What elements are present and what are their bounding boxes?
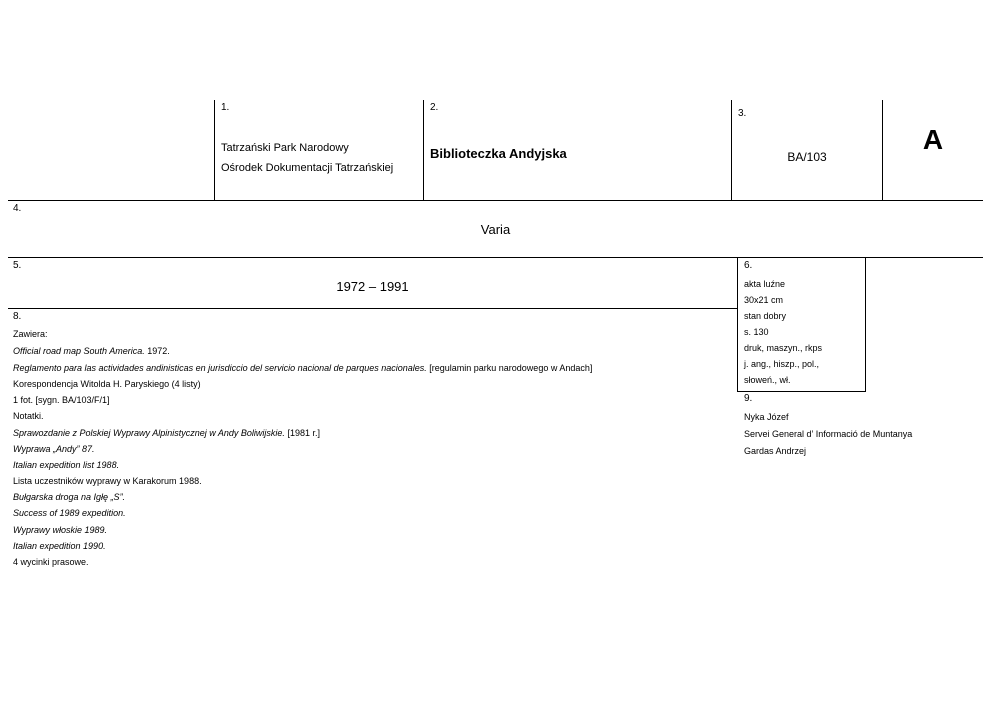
unit-title: Varia bbox=[480, 222, 511, 237]
divider bbox=[8, 200, 983, 201]
date-range: 1972 – 1991 bbox=[336, 279, 409, 294]
field-6-number: 6. bbox=[744, 260, 753, 271]
divider bbox=[8, 308, 737, 309]
divider bbox=[214, 100, 215, 200]
collection-title: Biblioteczka Andyjska bbox=[430, 146, 567, 161]
content-line: Bułgarska droga na Igłę „S”. bbox=[13, 492, 126, 502]
person-name: Nyka Józef bbox=[744, 412, 789, 422]
institution-department: Ośrodek Dokumentacji Tatrzańskiej bbox=[221, 162, 394, 174]
physical-description-line: s. 130 bbox=[744, 327, 769, 337]
content-line: Wyprawy włoskie 1989. bbox=[13, 525, 108, 535]
physical-description-line: słoweń., wł. bbox=[744, 375, 791, 385]
person-name: Servei General d’ Informació de Muntanya bbox=[744, 429, 913, 439]
field-4-number: 4. bbox=[13, 203, 22, 214]
content-line: Italian expedition 1990. bbox=[13, 541, 106, 551]
physical-description-line: druk, maszyn., rkps bbox=[744, 343, 823, 353]
content-line: Italian expedition list 1988. bbox=[13, 460, 120, 470]
content-line: Sprawozdanie z Polskiej Wyprawy Alpinistycznej w Andy Boliwijskie. [1981 r.] bbox=[13, 428, 320, 438]
field-2-number: 2. bbox=[430, 102, 439, 113]
content-line: 1 fot. [sygn. BA/103/F/1] bbox=[13, 395, 110, 405]
field-9-number: 9. bbox=[744, 393, 753, 404]
physical-description-line: stan dobry bbox=[744, 311, 787, 321]
physical-description-line: akta luźne bbox=[744, 279, 786, 289]
physical-description-line: 30x21 cm bbox=[744, 295, 784, 305]
signature: BA/103 bbox=[787, 150, 827, 164]
physical-description-line: j. ang., hiszp., pol., bbox=[744, 359, 820, 369]
divider bbox=[8, 257, 983, 258]
content-line: Official road map South America. 1972. bbox=[13, 346, 170, 356]
content-line: Zawiera: bbox=[13, 329, 48, 339]
content-line: 4 wycinki prasowe. bbox=[13, 557, 89, 567]
category-letter: A bbox=[922, 124, 944, 155]
content-line: Success of 1989 expedition. bbox=[13, 508, 126, 518]
field-8-number: 8. bbox=[13, 311, 22, 322]
field-1-number: 1. bbox=[221, 102, 230, 113]
content-line: Notatki. bbox=[13, 411, 44, 421]
field-5-number: 5. bbox=[13, 260, 22, 271]
content-line: Lista uczestników wyprawy w Karakorum 1988. bbox=[13, 476, 202, 486]
content-line: Wyprawa „Andy” 87. bbox=[13, 444, 95, 454]
content-line: Reglamento para las actividades andinisticas en jurisdiccio del servicio nacional de parques nacionales. [regulamin parku narodowego w Andach] bbox=[13, 363, 593, 373]
person-name: Gardas Andrzej bbox=[744, 446, 807, 456]
divider bbox=[737, 257, 738, 391]
divider bbox=[737, 391, 866, 392]
divider bbox=[865, 257, 866, 391]
content-line: Korespondencja Witolda H. Paryskiego (4 listy) bbox=[13, 379, 201, 389]
field-3-number: 3. bbox=[738, 108, 747, 119]
institution-name: Tatrzański Park Narodowy bbox=[221, 142, 349, 154]
divider bbox=[423, 100, 424, 200]
